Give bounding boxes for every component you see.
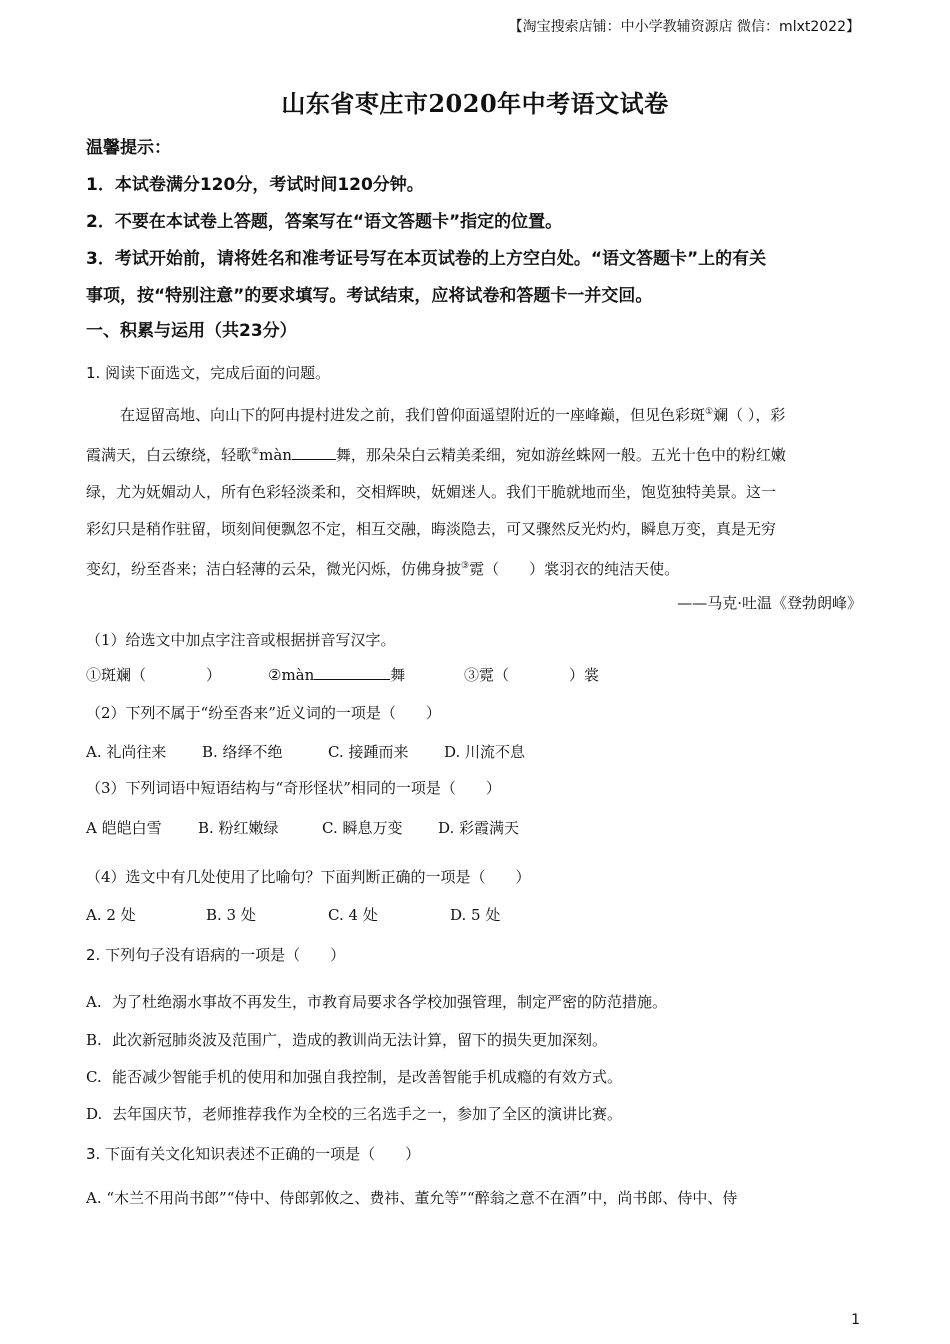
question-3-option-a: A. “木兰不用尚书郎”“侍中、侍郎郭攸之、费祎、董允等”“醉翁之意不在酒”中，尚书郎、侍中、侍 [86,1189,738,1207]
passage-text: 霞满天，白云缭绕，轻歌 [86,446,252,464]
question-2-stem: 2. 下列句子没有语病的一项是（ ） [86,946,346,964]
page-number: 1 [851,1312,860,1328]
option-b: B. 粉红嫩绿 [198,819,279,837]
option-c: C. 接踵而来 [328,743,409,761]
passage-line [86,394,864,434]
option-d: D. 彩霞满天 [438,819,520,837]
option-text: 能否减少智能手机的使用和加强自我控制，是改善智能手机成瘾的有效方式。 [112,1068,623,1086]
footnote-marker: ③ [461,561,470,571]
passage-text: 斓（ ），彩 [713,406,786,424]
footnote-marker: ② [251,447,260,457]
option-b: B. 络绎不绝 [202,743,283,761]
option-a: A 皑皑白雪 [86,819,162,837]
fill-blank [292,445,336,460]
tip-item: 1．本试卷满分120分，考试时间120分钟。 [86,175,424,195]
passage-text: 变幻，纷至沓来；洁白轻薄的云朵，微光闪烁，仿佛身披 [86,560,462,578]
option-label: B. [86,1031,102,1049]
option-text: 为了杜绝溺水事故不再发生，市教育局要求各学校加强管理，制定严密的防范措施。 [112,993,668,1011]
fill-blank [314,665,390,680]
option-label: C. [86,1068,102,1086]
item-b-pinyin: ②màn [268,666,315,684]
item-c: ③霓（ ）裳 [464,666,600,684]
option-label: D. [86,1105,103,1123]
passage-source: ——马克·吐温《登勃朗峰》 [677,594,862,612]
option-a: A. 2 处 [86,906,136,924]
passage-line: 绿，尤为妩媚动人，所有色彩轻淡柔和，交相辉映，妩媚迷人。我们干脆就地而坐，饱览独特美景。这一 [86,483,777,501]
option-d: D. 川流不息 [444,743,526,761]
question-2-option [86,1029,866,1050]
passage-text: 霓（ ）裳羽衣的纯洁天使。 [469,560,680,578]
option-c: C. 瞬息万变 [322,819,403,837]
reading-passage [86,394,864,588]
item-b [268,664,464,685]
question-2-option [86,1066,866,1087]
section-heading: 一、积累与运用（共23分） [86,321,297,341]
header-note: 【淘宝搜索店铺：中小学教辅资源店 微信：mlxt2022】 [508,19,860,35]
passage-line [86,434,864,474]
tip-item: 2．不要在本试卷上答题，答案写在“语文答题卡”指定的位置。 [86,212,563,232]
question-2-option [86,991,866,1012]
sub-question-2: （2）下列不属于“纷至沓来”近义词的一项是（ ） [86,704,441,722]
option-label: A. [86,993,102,1011]
option-text: 去年国庆节，老师推荐我作为全校的三名选手之一，参加了全区的演讲比赛。 [112,1105,623,1123]
option-d: D. 5 处 [450,906,501,924]
sub-question-3-options [86,817,519,838]
option-c: C. 4 处 [328,906,378,924]
option-a: A. 礼尚往来 [86,743,167,761]
option-b: B. 3 处 [206,906,256,924]
tip-item: 3．考试开始前，请将姓名和准考证号写在本页试卷的上方空白处。“语文答题卡”上的有关 [86,249,767,269]
passage-line [86,548,864,588]
sub-question-2-options [86,741,525,762]
option-text: 此次新冠肺炎波及范围广，造成的教训尚无法计算，留下的损失更加深刻。 [112,1031,608,1049]
sub-question-1-items [86,664,599,685]
pinyin-text: màn [259,446,292,464]
passage-text: 舞，那朵朵白云精美柔细，宛如游丝蛛网一般。五光十色中的粉红嫩 [335,446,786,464]
question-1-stem: 1. 阅读下面选文，完成后面的问题。 [86,364,331,382]
tips-heading: 温馨提示： [86,138,171,158]
footnote-marker: ① [705,407,714,417]
passage-line: 彩幻只是稍作驻留，顷刻间便飘忽不定，相互交融，晦淡隐去，可又骤然反光灼灼，瞬息万变，真是无穷 [86,520,777,538]
tip-item: 事项，按“特别注意”的要求填写。考试结束，应将试卷和答题卡一并交回。 [86,286,653,306]
sub-question-4: （4）选文中有几处使用了比喻句？下面判断正确的一项是（ ） [86,868,531,886]
sub-question-1: （1）给选文中加点字注音或根据拼音写汉字。 [86,631,396,649]
item-a: ①斑斓（ ） [86,666,222,684]
item-b-suffix: 舞 [390,666,406,684]
page-title: 山东省枣庄市2020年中考语文试卷 [281,89,669,118]
passage-text: 在逗留高地、向山下的阿冉提村进发之前，我们曾仰面遥望附近的一座峰巅，但见色彩斑 [120,406,706,424]
tips-block [86,130,866,315]
sub-question-3: （3）下列词语中短语结构与“奇形怪状”相同的一项是（ ） [86,779,501,797]
sub-question-4-options [86,904,500,925]
question-2-option [86,1103,866,1124]
question-3-stem: 3. 下面有关文化知识表述不正确的一项是（ ） [86,1145,421,1163]
